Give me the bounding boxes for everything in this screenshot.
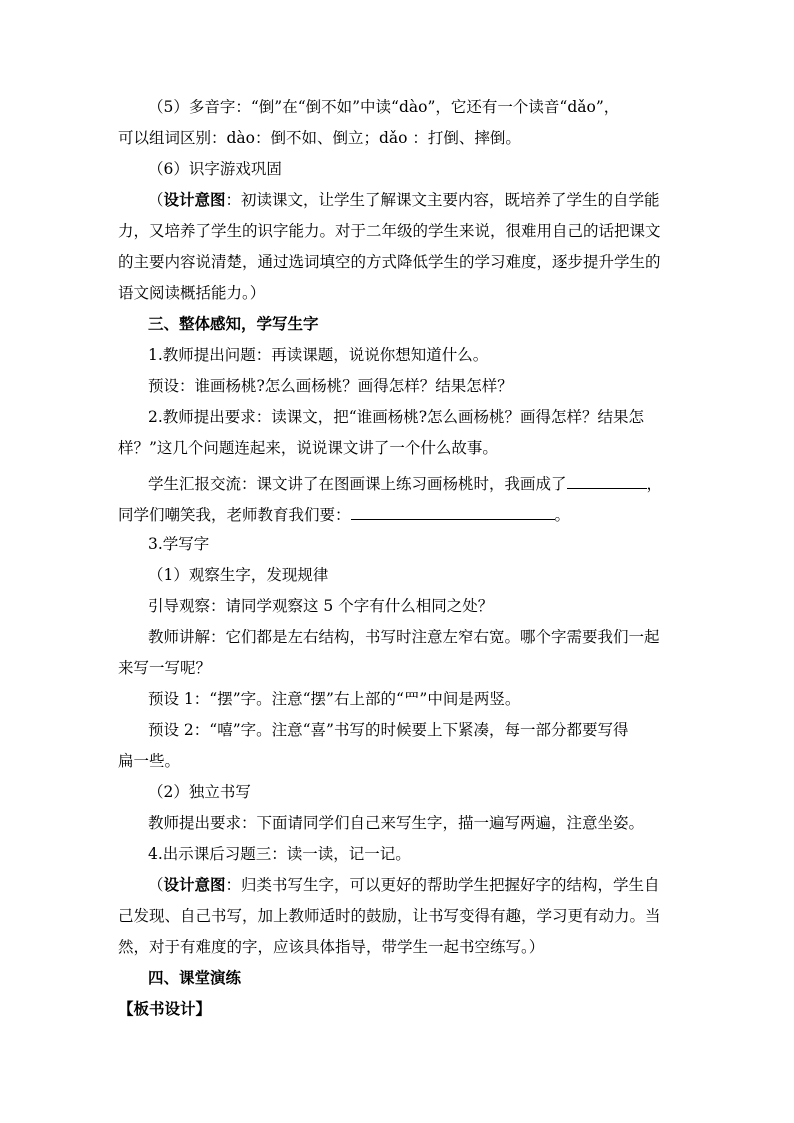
step-3-explain-line2: 来写一写呢？ [118,659,212,677]
student-report-comma: ， [646,475,663,493]
preset-2-line1: 预设 2：“嘻”字。注意“喜”书写的时候要上下紧凑，每一部分都要写得 [148,721,629,739]
step-3-requirement: 教师提出要求：下面请同学们自己来写生字，描一遍写两遍，注意坐姿。 [148,814,645,832]
design-intent-2-line2: 己发现、自己书写，加上教师适时的鼓励，让书写变得有趣，学习更有动力。当 [118,907,661,925]
design-intent-label: 设计意图 [163,190,226,209]
design-intent-1-line4: 语文阅读概括能力。） [118,284,266,302]
step-3-observe: （1）观察生字，发现规律 [148,566,329,584]
student-report-line2 [118,503,570,525]
step-3-explain-line1: 教师讲解：它们都是左右结构，书写时注意左窄右宽。哪个字需要我们一起 [148,628,660,646]
preset-2-line2: 扁一些。 [118,752,181,770]
step-3-guide: 引导观察：请同学观察这 5 个字有什么相同之处？ [148,597,494,615]
step-3-independent: （2）独立书写 [148,783,251,801]
student-report-text: 学生汇报交流：课文讲了在图画课上练习画杨桃时，我画成了 [148,475,567,493]
design-intent-label-2: 设计意图 [163,875,226,894]
design-intent-1-line3: 的主要内容说清楚，通过选词填空的方式降低学生的学习难度，逐步提升学生的 [118,253,661,271]
design-intent-1-text: ：初读课文，让学生了解课文主要内容，既培养了学生的自学能 [225,191,660,209]
preset-1: 预设 1：“摆”字。注意“摆”右上部的“罒”中间是两竖。 [148,690,521,708]
board-design-heading: 【板书设计】 [118,999,212,1018]
design-intent-2-line3: 然，对于有难度的字，应该具体指导，带学生一起书空练写。） [118,938,545,956]
student-report-period: 。 [554,506,571,524]
step-1-preset: 预设：谁画杨桃?怎么画杨桃？画得怎样？结果怎样？ [148,377,513,395]
section-heading-4: 四、课堂演练 [148,968,242,987]
design-intent-1-line1: （设计意图：初读课文，让学生了解课文主要内容，既培养了学生的自学能 [148,190,660,209]
step-4: 4.出示课后习题三：读一读，记一记。 [148,845,411,863]
design-intent-1-line2: 力，又培养了学生的识字能力。对于二年级的学生来说，很难用自己的话把课文 [118,222,661,240]
step-3-heading: 3.学写字 [148,535,210,553]
paragraph-polyphone-line1: （5）多音字：“倒”在“倒不如”中读“dào”，它还有一个读音“dǎo”， [148,98,620,116]
step-1-question: 1.教师提出问题：再读课题，说说你想知道什么。 [148,346,489,364]
section-heading-3: 三、整体感知，学写生字 [148,314,319,333]
step-2-line2: 样？”这几个问题连起来，说说课文讲了一个什么故事。 [118,439,498,457]
student-report-line1 [148,472,662,494]
design-intent-2-text: ：归类书写生字，可以更好的帮助学生把握好字的结构，学生自 [225,876,660,894]
paragraph-polyphone-line2: 可以组词区别：dào：倒不如、倒立；dǎo ：打倒、摔倒。 [118,129,521,147]
step-2-line1: 2.教师提出要求：读课文，把“谁画杨桃?怎么画杨桃？画得怎样？结果怎 [148,408,645,426]
item-literacy-game: （6）识字游戏巩固 [148,160,282,178]
student-report-text-2: 同学们嘲笑我，老师教育我们要： [118,506,351,524]
design-intent-2-line1: （设计意图：归类书写生字，可以更好的帮助学生把握好字的结构，学生自 [148,875,660,894]
fill-blank-2 [351,503,555,520]
fill-blank-1 [567,472,647,489]
